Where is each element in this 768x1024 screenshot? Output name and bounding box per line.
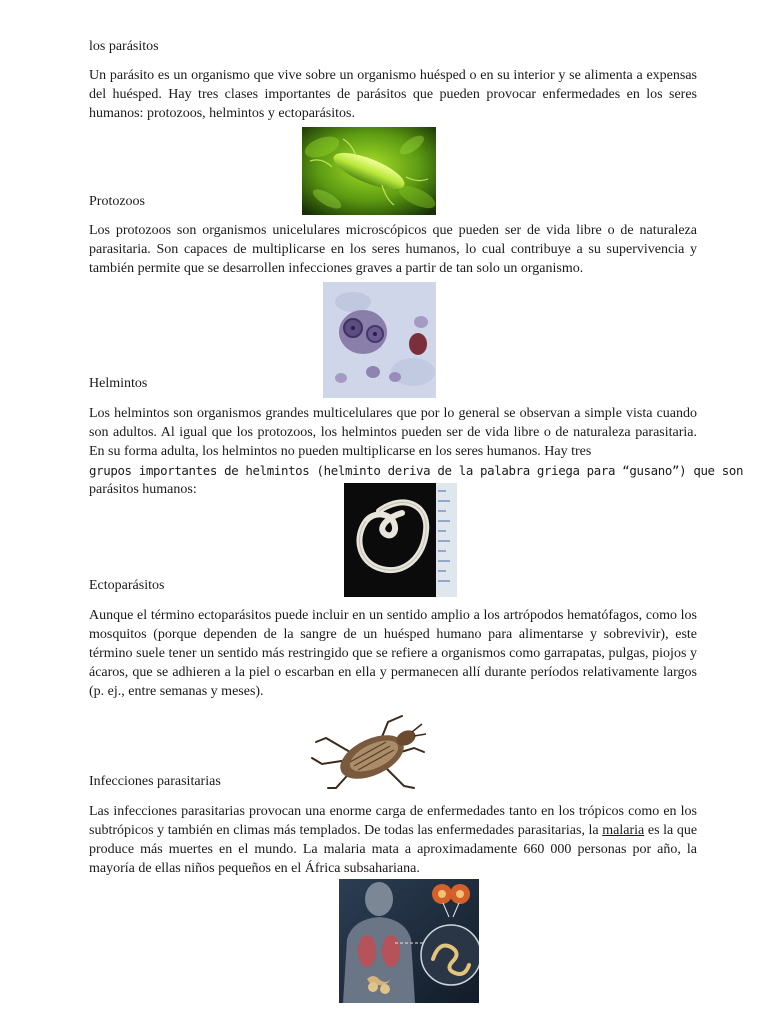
heading-helmintos: Helmintos xyxy=(89,376,148,391)
malaria-link[interactable]: malaria xyxy=(602,823,645,838)
infecciones-paragraph xyxy=(89,802,697,878)
helmintos-text-2: grupos importantes de helmintos (helminto deriva de la palabra griega para “gusano”) que son xyxy=(89,463,744,478)
heading-protozoos: Protozoos xyxy=(89,194,145,209)
intro-paragraph: Un parásito es un organismo que vive sobre un organismo huésped o en su interior y se alimenta a expensas del huésped. Hay tres clases importantes de parásitos que pueden provocar enfermedades en los seres humanos: protozoos, helmintos y ectoparásitos. xyxy=(89,68,697,121)
helmintos-text-3: parásitos humanos: xyxy=(89,482,197,497)
ectoparasitos-paragraph: Aunque el término ectoparásitos puede incluir en un sentido amplio a los artrópodos hematófagos, como los mosquitos (porque dependen de la sangre de un huésped humano para alimentarse y sobrevivir), este término suele tener un sentido más restringido que se refiere a organismos como garrapatas, pulgas, piojos y ácaros, que se adhieren a la piel o escarban en ella y permanecen allí durante períodos relativamente largos (p. ej., entre semanas y meses). xyxy=(89,608,697,699)
infecciones-text-before-link: Las infecciones parasitarias provocan una enorme carga de enfermedades tanto en los trópicos como en los subtrópicos y también en climas más templados. De todas las enfermedades parasitarias, la xyxy=(89,804,697,838)
infecciones-text-after-link: es la que produce más muertes en el mundo. La malaria mata a aproximadamente 660 000 personas por año, la mayoría de ellas niños pequeños en el África subsahariana. xyxy=(89,823,698,876)
protozoos-paragraph: Los protozoos son organismos unicelulares microscópicos que pueden ser de vida libre o de naturaleza parasitaria. Son capaces de multiplicarse en los seres humanos, lo cual contribuye a su supervivencia y también permite que se desarrollen infecciones graves a partir de tan solo un organismo. xyxy=(89,223,697,276)
helmintos-text-1: Los helmintos son organismos grandes multicelulares que por lo general se observan a simple vista cuando son adultos. Al igual que los protozoos, los helmintos pueden ser de vida libre o de naturaleza parasitaria. En su forma adulta, los helmintos no pueden multiplicarse en los seres humanos. Hay tres xyxy=(89,406,697,459)
doc-title: los parásitos xyxy=(89,39,159,54)
heading-ectoparasitos: Ectoparásitos xyxy=(89,578,165,593)
malaria-illustration xyxy=(339,879,479,1003)
heading-infecciones: Infecciones parasitarias xyxy=(89,774,221,789)
